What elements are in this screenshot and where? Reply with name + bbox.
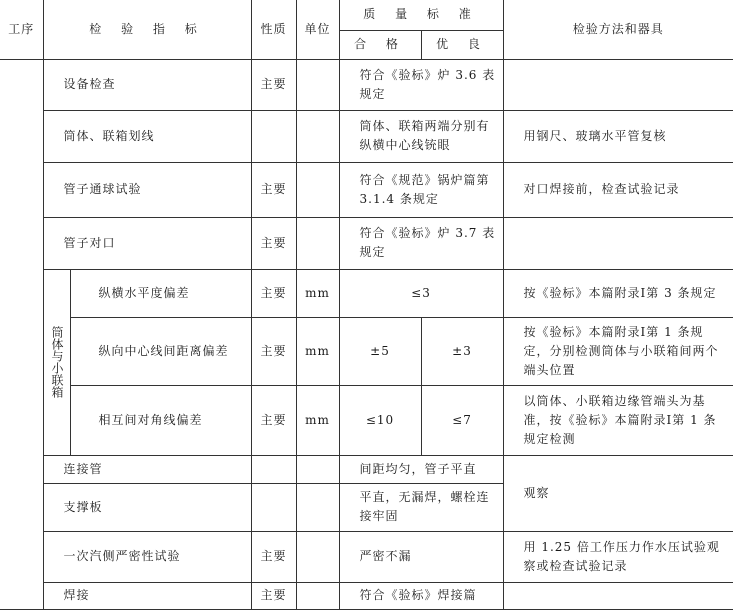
row-indicator: 设备检查 bbox=[43, 59, 251, 110]
row-nature bbox=[251, 455, 296, 483]
row-method: 用 1.25 倍工作压力作水压试验观察或检查试验记录 bbox=[503, 531, 733, 582]
row-unit bbox=[296, 59, 339, 110]
row-method: 按《验标》本篇附录Ⅰ第 1 条规定，分别检测筒体与小联箱间两个端头位置 bbox=[503, 317, 733, 385]
header-indicator: 检 验 指 标 bbox=[43, 0, 251, 59]
row-pass: ≤10 bbox=[339, 385, 421, 455]
row-indicator: 管子对口 bbox=[43, 217, 251, 269]
row-method: 对口焊接前，检查试验记录 bbox=[503, 162, 733, 217]
row-nature: 主要 bbox=[251, 59, 296, 110]
row-nature: 主要 bbox=[251, 385, 296, 455]
row-method: 观察 bbox=[503, 455, 733, 531]
row-method bbox=[503, 59, 733, 110]
row-method: 以筒体、小联箱边缘管端头为基准，按《验标》本篇附录Ⅰ第 1 条规定检测 bbox=[503, 385, 733, 455]
row-standard: 符合《规范》锅炉篇第 3.1.4 条规定 bbox=[339, 162, 503, 217]
row-unit: mm bbox=[296, 317, 339, 385]
header-excellent: 优 良 bbox=[421, 30, 503, 59]
row-standard: 严密不漏 bbox=[339, 531, 503, 582]
row-method bbox=[503, 582, 733, 609]
header-nature: 性质 bbox=[251, 0, 296, 59]
row-nature bbox=[251, 110, 296, 162]
row-pass: ±5 bbox=[339, 317, 421, 385]
row-excellent: ±3 bbox=[421, 317, 503, 385]
row-unit bbox=[296, 531, 339, 582]
row-indicator: 一次汽侧严密性试验 bbox=[43, 531, 251, 582]
row-method bbox=[503, 217, 733, 269]
row-indicator: 纵向中心线间距离偏差 bbox=[70, 317, 251, 385]
row-standard: 符合《验标》焊接篇 bbox=[339, 582, 503, 609]
header-method: 检验方法和器具 bbox=[503, 0, 733, 59]
row-unit bbox=[296, 217, 339, 269]
row-indicator: 连接管 bbox=[43, 455, 251, 483]
row-standard: 符合《验标》炉 3.6 表规定 bbox=[339, 59, 503, 110]
row-indicator: 纵横水平度偏差 bbox=[70, 269, 251, 317]
row-indicator: 管子通球试验 bbox=[43, 162, 251, 217]
row-unit: mm bbox=[296, 269, 339, 317]
header-pass: 合 格 bbox=[339, 30, 421, 59]
row-unit bbox=[296, 455, 339, 483]
row-nature: 主要 bbox=[251, 217, 296, 269]
group-label: 筒体与小联箱 bbox=[43, 269, 70, 455]
row-standard: ≤3 bbox=[339, 269, 503, 317]
row-standard: 间距均匀，管子平直 bbox=[339, 455, 503, 483]
row-unit bbox=[296, 582, 339, 609]
row-nature: 主要 bbox=[251, 162, 296, 217]
row-standard: 平直，无漏焊，螺栓连接牢固 bbox=[339, 483, 503, 531]
row-method: 用钢尺、玻璃水平管复核 bbox=[503, 110, 733, 162]
row-unit bbox=[296, 110, 339, 162]
row-nature: 主要 bbox=[251, 531, 296, 582]
header-quality-standard: 质 量 标 准 bbox=[339, 0, 503, 30]
header-unit: 单位 bbox=[296, 0, 339, 59]
row-excellent: ≤7 bbox=[421, 385, 503, 455]
row-unit bbox=[296, 162, 339, 217]
row-indicator: 筒体、联箱划线 bbox=[43, 110, 251, 162]
process-cell bbox=[0, 59, 43, 609]
row-standard: 筒体、联箱两端分别有纵横中心线铳眼 bbox=[339, 110, 503, 162]
row-unit: mm bbox=[296, 385, 339, 455]
row-nature: 主要 bbox=[251, 269, 296, 317]
row-standard: 符合《验标》炉 3.7 表规定 bbox=[339, 217, 503, 269]
row-indicator: 相互间对角线偏差 bbox=[70, 385, 251, 455]
row-nature bbox=[251, 483, 296, 531]
row-unit bbox=[296, 483, 339, 531]
row-method: 按《验标》本篇附录Ⅰ第 3 条规定 bbox=[503, 269, 733, 317]
row-nature: 主要 bbox=[251, 582, 296, 609]
row-nature: 主要 bbox=[251, 317, 296, 385]
row-indicator: 支撑板 bbox=[43, 483, 251, 531]
header-process: 工序 bbox=[0, 0, 43, 59]
row-indicator: 焊接 bbox=[43, 582, 251, 609]
